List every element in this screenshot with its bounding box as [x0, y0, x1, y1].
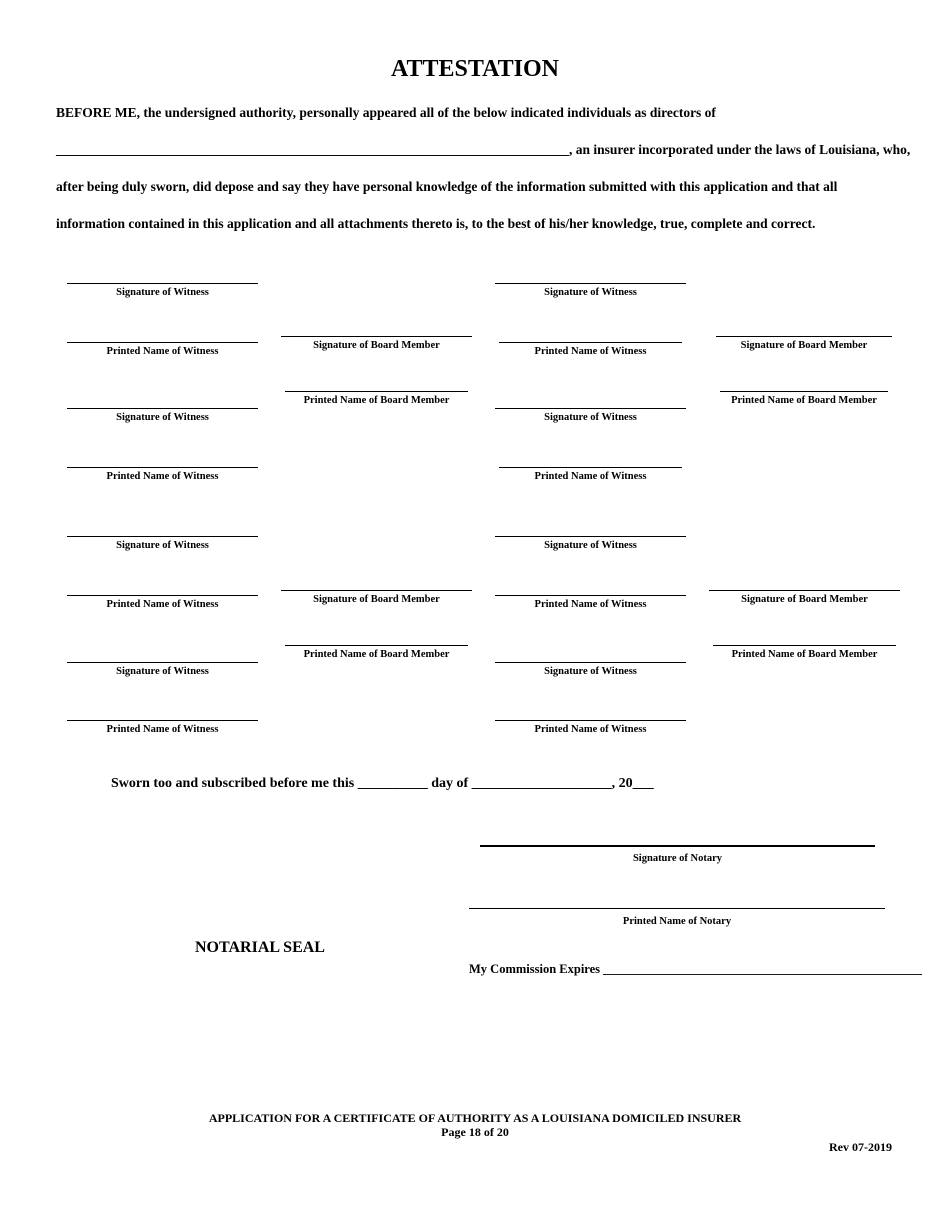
board-member-printed-name-field[interactable]: Printed Name of Board Member: [713, 645, 896, 661]
witness-signature-field[interactable]: Signature of Witness: [67, 536, 258, 552]
notary-printed-name-label: Printed Name of Notary: [622, 916, 732, 927]
board-member-signature-field[interactable]: Signature of Board Member: [709, 590, 900, 606]
notary-signature-label: Signature of Notary: [632, 853, 723, 864]
notarial-seal-label: NOTARIAL SEAL: [195, 939, 325, 956]
page-number: Page 18 of 20: [441, 1125, 509, 1139]
intro-line-1: BEFORE ME, the undersigned authority, personally appeared all of the below indicated individuals as directors of: [56, 105, 716, 120]
witness-signature-field[interactable]: Signature of Witness: [495, 536, 686, 552]
witness-signature-field[interactable]: Signature of Witness: [67, 662, 258, 678]
witness-printed-name-field[interactable]: Printed Name of Witness: [67, 467, 258, 483]
witness-signature-field[interactable]: Signature of Witness: [67, 408, 258, 424]
board-member-signature-field[interactable]: Signature of Board Member: [281, 336, 472, 352]
witness-printed-name-field[interactable]: Printed Name of Witness: [495, 595, 686, 611]
witness-signature-field[interactable]: Signature of Witness: [495, 662, 686, 678]
page-title: ATTESTATION: [390, 56, 560, 82]
witness-printed-name-field[interactable]: Printed Name of Witness: [495, 720, 686, 736]
intro-line-3: after being duly sworn, did depose and say they have personal knowledge of the information submitted with this application and that all: [56, 179, 838, 194]
witness-printed-name-field[interactable]: Printed Name of Witness: [67, 720, 258, 736]
witness-printed-name-field[interactable]: Printed Name of Witness: [67, 342, 258, 358]
revision-label: Rev 07-2019: [829, 1140, 892, 1154]
witness-printed-name-field[interactable]: Printed Name of Witness: [67, 595, 258, 611]
commission-expires-field[interactable]: My Commission Expires ___________________________________________________: [469, 962, 922, 976]
witness-printed-name-field[interactable]: Printed Name of Witness: [499, 342, 682, 358]
witness-signature-field[interactable]: Signature of Witness: [495, 408, 686, 424]
intro-line-2: ____________________________________________________________________________, an insurer incorporated under the laws of Louisiana, who,: [56, 142, 911, 157]
board-member-printed-name-field[interactable]: Printed Name of Board Member: [285, 645, 468, 661]
witness-printed-name-field[interactable]: Printed Name of Witness: [499, 467, 682, 483]
board-member-signature-field[interactable]: Signature of Board Member: [281, 590, 472, 606]
footer-title: APPLICATION FOR A CERTIFICATE OF AUTHORITY AS A LOUISIANA DOMICILED INSURER: [208, 1111, 742, 1125]
board-member-printed-name-field[interactable]: Printed Name of Board Member: [285, 391, 468, 407]
board-member-printed-name-field[interactable]: Printed Name of Board Member: [720, 391, 888, 407]
witness-signature-field[interactable]: Signature of Witness: [67, 283, 258, 299]
witness-signature-field[interactable]: Signature of Witness: [495, 283, 686, 299]
notary-signature-line[interactable]: [480, 845, 875, 847]
board-member-signature-field[interactable]: Signature of Board Member: [716, 336, 892, 352]
sworn-statement: Sworn too and subscribed before me this __________ day of ____________________, 20___: [111, 776, 654, 791]
intro-line-4: information contained in this application and all attachments thereto is, to the best of his/her knowledge, true, complete and correct.: [56, 216, 816, 231]
notary-printed-name-line[interactable]: [469, 908, 885, 909]
